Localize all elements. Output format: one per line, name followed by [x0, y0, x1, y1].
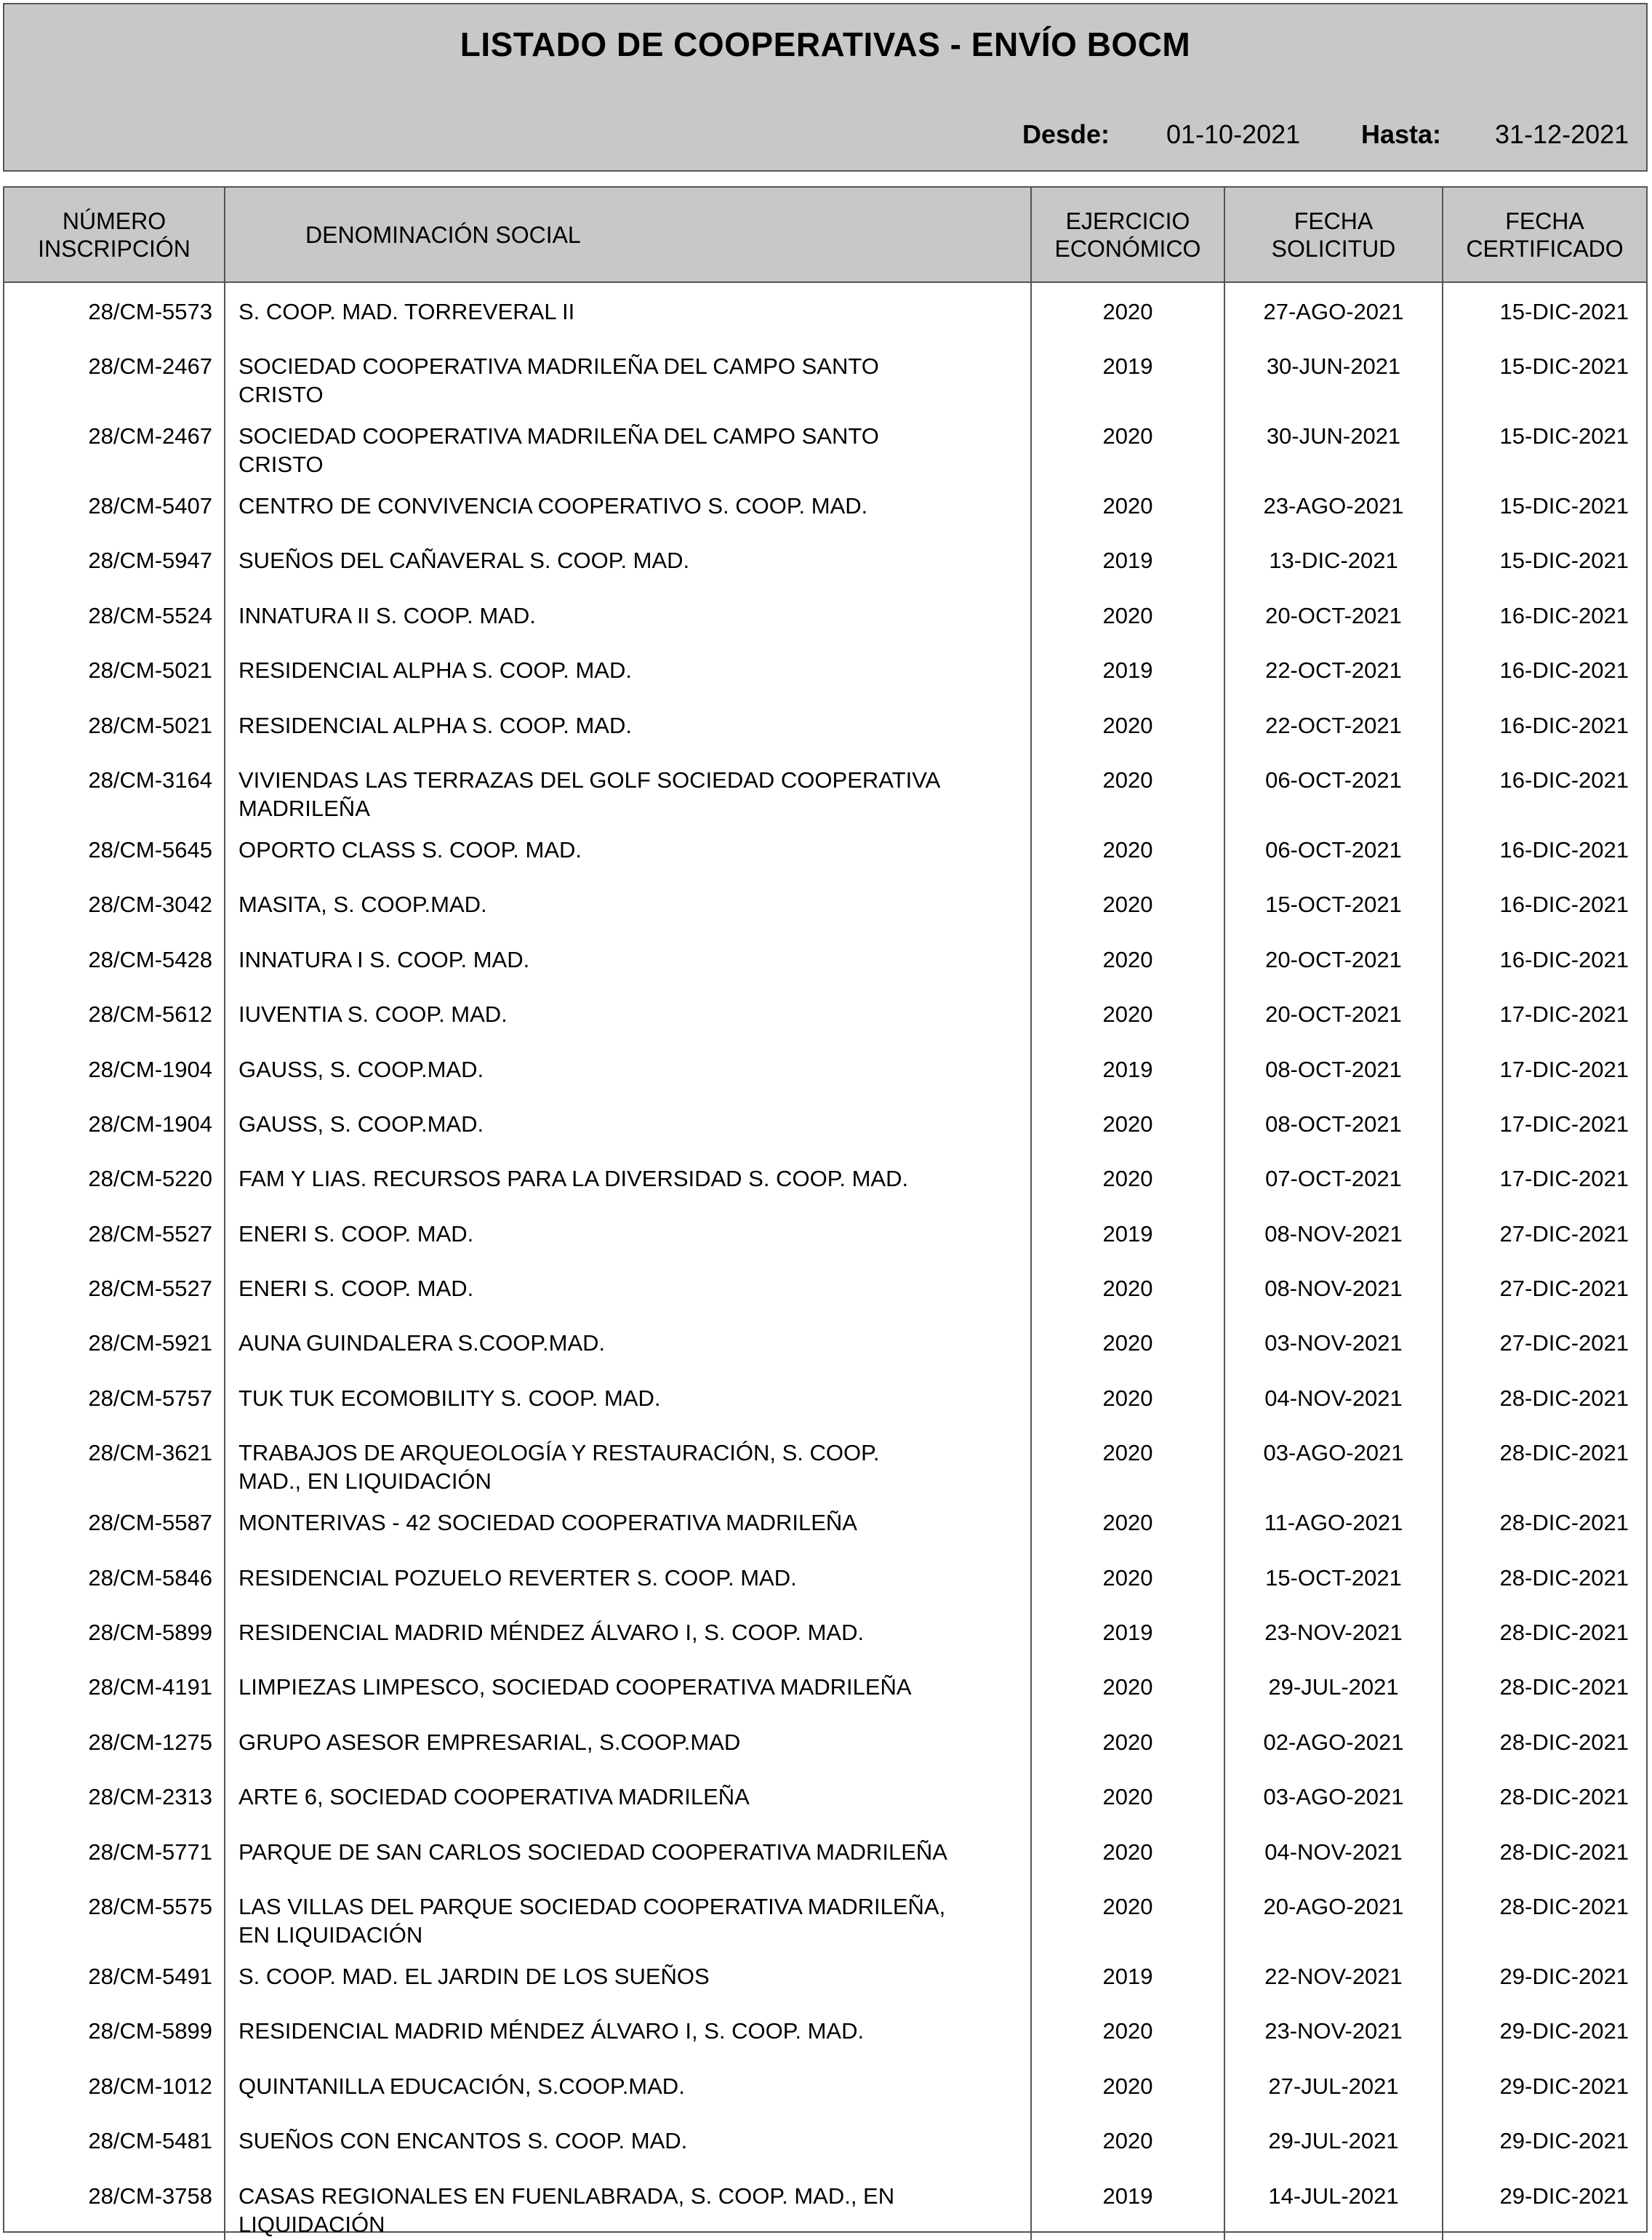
denominacion-line: PARQUE DE SAN CARLOS SOCIEDAD COOPERATIVA MADRILEÑA — [238, 1839, 947, 1865]
cell-fecha-solicitud: 27-AGO-2021 — [1224, 282, 1443, 340]
table-row — [4, 410, 1646, 480]
cell-fecha-solicitud: 03-AGO-2021 — [1224, 1771, 1443, 1825]
cell-fecha-certificado: 28-DIC-2021 — [1499, 1564, 1629, 1591]
table-row — [4, 2115, 1646, 2169]
cell-fecha-certificado: 16-DIC-2021 — [1499, 892, 1629, 918]
column-header-numero-line2: INSCRIPCIÓN — [38, 235, 191, 262]
cell-numero-inscripcion: 28/CM-5220 — [4, 1153, 225, 1207]
page-title: LISTADO DE COOPERATIVAS - ENVÍO BOCM — [460, 25, 1191, 63]
table-row — [4, 1208, 1646, 1263]
cell-denominacion-social — [225, 1661, 1031, 1716]
denominacion-line: CASAS REGIONALES EN FUENLABRADA, S. COOP. MAD., EN — [238, 2183, 895, 2209]
cell-fecha-solicitud: 08-NOV-2021 — [1224, 1263, 1443, 1317]
cell-numero-inscripcion: 28/CM-1275 — [4, 1716, 225, 1771]
denominacion-line: S. COOP. MAD. EL JARDIN DE LOS SUEÑOS — [238, 1963, 710, 1989]
cell-ejercicio-economico: 2020 — [1031, 1881, 1224, 1951]
cell-ejercicio-economico: 2020 — [1031, 1497, 1224, 1551]
column-header-solicitud-line1: FECHA — [1294, 207, 1374, 234]
cell-numero-inscripcion: 28/CM-5899 — [4, 1607, 225, 1661]
cell-denominacion-social — [225, 644, 1031, 699]
cell-numero-inscripcion: 28/CM-1904 — [4, 1098, 225, 1153]
cell-fecha-certificado: 28-DIC-2021 — [1499, 1440, 1629, 1466]
cell-denominacion-social — [225, 282, 1031, 340]
cell-denominacion-social — [225, 824, 1031, 879]
cell-denominacion-social — [225, 410, 1031, 480]
cell-ejercicio-economico: 2020 — [1031, 879, 1224, 933]
denominacion-line-continued: CRISTO — [238, 452, 324, 477]
cell-ejercicio-economico: 2019 — [1031, 644, 1224, 699]
denominacion-line: S. COOP. MAD. TORREVERAL II — [238, 299, 575, 324]
denominacion-line: INNATURA II S. COOP. MAD. — [238, 602, 536, 628]
cell-denominacion-social — [225, 2170, 1031, 2240]
cell-denominacion-social — [225, 1208, 1031, 1263]
cell-fecha-solicitud: 13-DIC-2021 — [1224, 535, 1443, 589]
cell-denominacion-social — [225, 480, 1031, 535]
denominacion-line: IUVENTIA S. COOP. MAD. — [238, 1001, 508, 1028]
cell-ejercicio-economico: 2020 — [1031, 282, 1224, 340]
cell-fecha-solicitud: 23-NOV-2021 — [1224, 2005, 1443, 2060]
denominacion-line: INNATURA I S. COOP. MAD. — [238, 946, 530, 972]
cell-ejercicio-economico: 2020 — [1031, 1826, 1224, 1881]
cell-numero-inscripcion: 28/CM-5587 — [4, 1497, 225, 1551]
cell-fecha-certificado: 15-DIC-2021 — [1499, 353, 1629, 379]
cell-denominacion-social — [225, 1372, 1031, 1427]
table-header-row — [4, 188, 1646, 282]
cell-fecha-solicitud: 15-OCT-2021 — [1224, 879, 1443, 933]
cell-numero-inscripcion: 28/CM-5771 — [4, 1826, 225, 1881]
table-row — [4, 1552, 1646, 1607]
denominacion-line: ENERI S. COOP. MAD. — [238, 1220, 474, 1247]
cell-denominacion-social — [225, 1607, 1031, 1661]
cell-fecha-solicitud: 14-JUL-2021 — [1224, 2170, 1443, 2240]
cell-fecha-solicitud: 03-AGO-2021 — [1224, 1427, 1443, 1497]
cell-fecha-certificado: 17-DIC-2021 — [1499, 1001, 1629, 1028]
cell-ejercicio-economico: 2019 — [1031, 1607, 1224, 1661]
cell-denominacion-social — [225, 1826, 1031, 1881]
table-row — [4, 2170, 1646, 2240]
column-header-certificado-line2: CERTIFICADO — [1466, 235, 1624, 262]
cell-numero-inscripcion: 28/CM-5481 — [4, 2115, 225, 2169]
denominacion-line: RESIDENCIAL ALPHA S. COOP. MAD. — [238, 712, 632, 738]
cell-fecha-solicitud: 04-NOV-2021 — [1224, 1826, 1443, 1881]
cooperatives-table-frame — [3, 186, 1648, 2237]
cell-fecha-solicitud: 06-OCT-2021 — [1224, 754, 1443, 824]
cooperatives-table — [4, 188, 1646, 2240]
denominacion-line: SOCIEDAD COOPERATIVA MADRILEÑA DEL CAMPO SANTO — [238, 353, 879, 379]
cell-denominacion-social — [225, 934, 1031, 988]
denominacion-line: SOCIEDAD COOPERATIVA MADRILEÑA DEL CAMPO SANTO — [238, 423, 879, 449]
cell-fecha-solicitud: 20-OCT-2021 — [1224, 590, 1443, 644]
column-header-numero — [4, 188, 225, 282]
cell-ejercicio-economico: 2020 — [1031, 1716, 1224, 1771]
cell-ejercicio-economico: 2019 — [1031, 1208, 1224, 1263]
denominacion-line: GAUSS, S. COOP.MAD. — [238, 1111, 484, 1137]
table-row — [4, 988, 1646, 1043]
table-row — [4, 1826, 1646, 1881]
denominacion-line: ARTE 6, SOCIEDAD COOPERATIVA MADRILEÑA — [238, 1784, 750, 1810]
table-row — [4, 535, 1646, 589]
cell-numero-inscripcion: 28/CM-5645 — [4, 824, 225, 879]
table-row — [4, 1098, 1646, 1153]
cell-ejercicio-economico: 2020 — [1031, 1661, 1224, 1716]
table-row — [4, 340, 1646, 410]
cell-denominacion-social — [225, 1317, 1031, 1372]
cell-fecha-solicitud: 22-NOV-2021 — [1224, 1951, 1443, 2005]
column-header-ejercicio-line1: EJERCICIO — [1065, 207, 1190, 234]
denominacion-line: OPORTO CLASS S. COOP. MAD. — [238, 836, 582, 863]
table-row — [4, 1317, 1646, 1372]
table-row — [4, 2005, 1646, 2060]
cell-fecha-certificado: 15-DIC-2021 — [1499, 493, 1629, 519]
cell-denominacion-social — [225, 1951, 1031, 2005]
table-row — [4, 1263, 1646, 1317]
cell-numero-inscripcion: 28/CM-5021 — [4, 644, 225, 699]
cell-ejercicio-economico: 2020 — [1031, 988, 1224, 1043]
cell-denominacion-social — [225, 2115, 1031, 2169]
cell-numero-inscripcion: 28/CM-5573 — [4, 282, 225, 340]
cell-fecha-certificado: 16-DIC-2021 — [1499, 767, 1629, 793]
column-header-solicitud-line2: SOLICITUD — [1271, 235, 1396, 262]
cell-ejercicio-economico: 2020 — [1031, 2060, 1224, 2115]
cell-fecha-certificado: 28-DIC-2021 — [1499, 1510, 1629, 1536]
denominacion-line: MASITA, S. COOP.MAD. — [238, 892, 487, 918]
cell-numero-inscripcion: 28/CM-5757 — [4, 1372, 225, 1427]
denominacion-line: LIMPIEZAS LIMPESCO, SOCIEDAD COOPERATIVA MADRILEÑA — [238, 1674, 912, 1700]
cell-fecha-certificado: 17-DIC-2021 — [1499, 1111, 1629, 1137]
cell-ejercicio-economico: 2020 — [1031, 824, 1224, 879]
cell-denominacion-social — [225, 1098, 1031, 1153]
desde-value: 01-10-2021 — [1166, 119, 1301, 149]
cell-denominacion-social — [225, 2060, 1031, 2115]
cell-numero-inscripcion: 28/CM-3621 — [4, 1427, 225, 1497]
cell-denominacion-social — [225, 1881, 1031, 1951]
denominacion-line: AUNA GUINDALERA S.COOP.MAD. — [238, 1330, 606, 1356]
cell-numero-inscripcion: 28/CM-5921 — [4, 1317, 225, 1372]
cell-ejercicio-economico: 2019 — [1031, 535, 1224, 589]
table-row — [4, 1716, 1646, 1771]
cell-ejercicio-economico: 2020 — [1031, 1427, 1224, 1497]
cell-numero-inscripcion: 28/CM-1012 — [4, 2060, 225, 2115]
denominacion-line-continued: LIQUIDACIÓN — [238, 2211, 385, 2237]
cell-denominacion-social — [225, 1771, 1031, 1825]
denominacion-line-continued: CRISTO — [238, 382, 324, 407]
cell-numero-inscripcion: 28/CM-5612 — [4, 988, 225, 1043]
cell-fecha-solicitud: 30-JUN-2021 — [1224, 340, 1443, 410]
cell-fecha-solicitud: 20-AGO-2021 — [1224, 1881, 1443, 1951]
cell-numero-inscripcion: 28/CM-5527 — [4, 1208, 225, 1263]
cell-ejercicio-economico: 2019 — [1031, 1044, 1224, 1098]
cell-numero-inscripcion: 28/CM-5527 — [4, 1263, 225, 1317]
cell-fecha-certificado: 16-DIC-2021 — [1499, 602, 1629, 628]
cell-ejercicio-economico: 2020 — [1031, 1317, 1224, 1372]
cell-fecha-certificado: 28-DIC-2021 — [1499, 1784, 1629, 1810]
cell-fecha-certificado: 29-DIC-2021 — [1499, 1963, 1629, 1989]
cell-ejercicio-economico: 2020 — [1031, 1771, 1224, 1825]
denominacion-line: FAM Y LIAS. RECURSOS PARA LA DIVERSIDAD S. COOP. MAD. — [238, 1166, 909, 1192]
cell-ejercicio-economico: 2020 — [1031, 700, 1224, 754]
table-body — [4, 282, 1646, 2240]
denominacion-line: SUEÑOS DEL CAÑAVERAL S. COOP. MAD. — [238, 548, 690, 574]
cell-fecha-certificado: 29-DIC-2021 — [1499, 2128, 1629, 2154]
denominacion-line: GRUPO ASESOR EMPRESARIAL, S.COOP.MAD — [238, 1729, 741, 1755]
denominacion-line: GAUSS, S. COOP.MAD. — [238, 1056, 484, 1082]
cell-ejercicio-economico: 2020 — [1031, 410, 1224, 480]
denominacion-line: TUK TUK ECOMOBILITY S. COOP. MAD. — [238, 1385, 661, 1411]
table-row — [4, 879, 1646, 933]
column-header-certificado-line1: FECHA — [1505, 207, 1584, 234]
cell-numero-inscripcion: 28/CM-5846 — [4, 1552, 225, 1607]
cell-ejercicio-economico: 2020 — [1031, 480, 1224, 535]
cell-fecha-solicitud: 29-JUL-2021 — [1224, 2115, 1443, 2169]
table-row — [4, 644, 1646, 699]
cell-numero-inscripcion: 28/CM-4191 — [4, 1661, 225, 1716]
table-row — [4, 934, 1646, 988]
cell-fecha-solicitud: 07-OCT-2021 — [1224, 1153, 1443, 1207]
cell-fecha-certificado: 15-DIC-2021 — [1499, 548, 1629, 574]
table-row — [4, 1372, 1646, 1427]
cell-fecha-solicitud: 30-JUN-2021 — [1224, 410, 1443, 480]
cell-ejercicio-economico: 2019 — [1031, 2170, 1224, 2240]
column-header-solicitud — [1224, 188, 1443, 282]
cell-denominacion-social — [225, 1497, 1031, 1551]
table-row — [4, 824, 1646, 879]
cell-fecha-solicitud: 08-OCT-2021 — [1224, 1098, 1443, 1153]
cell-fecha-certificado: 28-DIC-2021 — [1499, 1385, 1629, 1411]
hasta-label: Hasta: — [1361, 119, 1442, 149]
cell-fecha-certificado: 17-DIC-2021 — [1499, 1056, 1629, 1082]
cell-fecha-solicitud: 03-NOV-2021 — [1224, 1317, 1443, 1372]
cell-numero-inscripcion: 28/CM-5524 — [4, 590, 225, 644]
denominacion-line: CENTRO DE CONVIVENCIA COOPERATIVO S. COOP. MAD. — [238, 493, 868, 519]
cell-ejercicio-economico: 2020 — [1031, 1552, 1224, 1607]
cell-fecha-solicitud: 23-AGO-2021 — [1224, 480, 1443, 535]
denominacion-line: RESIDENCIAL POZUELO REVERTER S. COOP. MAD. — [238, 1564, 797, 1591]
denominacion-line: RESIDENCIAL MADRID MÉNDEZ ÁLVARO I, S. COOP. MAD. — [238, 2018, 865, 2044]
report-header — [3, 3, 1648, 172]
table-row — [4, 1044, 1646, 1098]
cell-denominacion-social — [225, 1044, 1031, 1098]
cell-fecha-certificado: 28-DIC-2021 — [1499, 1674, 1629, 1700]
cell-fecha-solicitud: 15-OCT-2021 — [1224, 1552, 1443, 1607]
table-row — [4, 282, 1646, 340]
cell-ejercicio-economico: 2020 — [1031, 1153, 1224, 1207]
denominacion-line: SUEÑOS CON ENCANTOS S. COOP. MAD. — [238, 2128, 688, 2154]
cell-fecha-solicitud: 06-OCT-2021 — [1224, 824, 1443, 879]
cell-ejercicio-economico: 2019 — [1031, 340, 1224, 410]
table-row — [4, 480, 1646, 535]
column-header-ejercicio — [1031, 188, 1224, 282]
cell-denominacion-social — [225, 988, 1031, 1043]
cell-denominacion-social — [225, 879, 1031, 933]
cell-denominacion-social — [225, 340, 1031, 410]
cell-fecha-solicitud: 11-AGO-2021 — [1224, 1497, 1443, 1551]
cell-fecha-certificado: 29-DIC-2021 — [1499, 2183, 1629, 2209]
cell-fecha-solicitud: 20-OCT-2021 — [1224, 988, 1443, 1043]
cell-ejercicio-economico: 2020 — [1031, 1372, 1224, 1427]
cell-ejercicio-economico: 2020 — [1031, 590, 1224, 644]
cell-denominacion-social — [225, 590, 1031, 644]
cell-fecha-certificado: 28-DIC-2021 — [1499, 1893, 1629, 1919]
column-header-certificado — [1443, 188, 1646, 282]
denominacion-line: MONTERIVAS - 42 SOCIEDAD COOPERATIVA MADRILEÑA — [238, 1510, 857, 1536]
cell-numero-inscripcion: 28/CM-5575 — [4, 1881, 225, 1951]
cell-denominacion-social — [225, 2005, 1031, 2060]
cell-ejercicio-economico: 2020 — [1031, 754, 1224, 824]
denominacion-line-continued: MAD., EN LIQUIDACIÓN — [238, 1468, 492, 1495]
cell-denominacion-social — [225, 700, 1031, 754]
cell-numero-inscripcion: 28/CM-1904 — [4, 1044, 225, 1098]
table-row — [4, 2060, 1646, 2115]
hasta-value: 31-12-2021 — [1495, 119, 1629, 149]
cell-fecha-solicitud: 29-JUL-2021 — [1224, 1661, 1443, 1716]
cell-denominacion-social — [225, 1716, 1031, 1771]
cell-denominacion-social — [225, 1552, 1031, 1607]
cell-ejercicio-economico: 2020 — [1031, 2005, 1224, 2060]
cell-denominacion-social — [225, 1427, 1031, 1497]
cell-fecha-certificado: 29-DIC-2021 — [1499, 2073, 1629, 2099]
cell-fecha-certificado: 27-DIC-2021 — [1499, 1276, 1629, 1302]
column-header-numero-line1: NÚMERO — [62, 207, 167, 234]
cell-fecha-solicitud: 22-OCT-2021 — [1224, 644, 1443, 699]
cell-denominacion-social — [225, 1263, 1031, 1317]
desde-label: Desde: — [1022, 119, 1110, 149]
cell-numero-inscripcion: 28/CM-2313 — [4, 1771, 225, 1825]
cell-numero-inscripcion: 28/CM-3164 — [4, 754, 225, 824]
cell-numero-inscripcion: 28/CM-3042 — [4, 879, 225, 933]
column-header-ejercicio-line2: ECONÓMICO — [1054, 235, 1201, 262]
cell-denominacion-social — [225, 1153, 1031, 1207]
cell-numero-inscripcion: 28/CM-5899 — [4, 2005, 225, 2060]
denominacion-line: RESIDENCIAL ALPHA S. COOP. MAD. — [238, 657, 632, 684]
cell-numero-inscripcion: 28/CM-5428 — [4, 934, 225, 988]
cell-fecha-solicitud: 27-JUL-2021 — [1224, 2060, 1443, 2115]
cell-numero-inscripcion: 28/CM-5021 — [4, 700, 225, 754]
table-row — [4, 1427, 1646, 1497]
cell-fecha-certificado: 28-DIC-2021 — [1499, 1620, 1629, 1646]
cell-fecha-solicitud: 08-NOV-2021 — [1224, 1208, 1443, 1263]
table-row — [4, 1607, 1646, 1661]
denominacion-line: ENERI S. COOP. MAD. — [238, 1276, 474, 1302]
table-row — [4, 700, 1646, 754]
denominacion-line: RESIDENCIAL MADRID MÉNDEZ ÁLVARO I, S. COOP. MAD. — [238, 1620, 865, 1646]
cell-fecha-certificado: 27-DIC-2021 — [1499, 1330, 1629, 1356]
column-header-denominacion: DENOMINACIÓN SOCIAL — [225, 188, 1031, 282]
table-row — [4, 590, 1646, 644]
denominacion-line: LAS VILLAS DEL PARQUE SOCIEDAD COOPERATIVA MADRILEÑA, — [238, 1893, 946, 1919]
table-row — [4, 754, 1646, 824]
table-row — [4, 1951, 1646, 2005]
cell-numero-inscripcion: 28/CM-3758 — [4, 2170, 225, 2240]
cell-fecha-certificado: 29-DIC-2021 — [1499, 2018, 1629, 2044]
cell-fecha-certificado: 28-DIC-2021 — [1499, 1839, 1629, 1865]
denominacion-line-continued: EN LIQUIDACIÓN — [238, 1921, 423, 1948]
table-row — [4, 1771, 1646, 1825]
cell-ejercicio-economico: 2020 — [1031, 1263, 1224, 1317]
cell-fecha-solicitud: 20-OCT-2021 — [1224, 934, 1443, 988]
cell-fecha-solicitud: 08-OCT-2021 — [1224, 1044, 1443, 1098]
table-row — [4, 1881, 1646, 1951]
denominacion-line: VIVIENDAS LAS TERRAZAS DEL GOLF SOCIEDAD COOPERATIVA — [238, 767, 941, 793]
cell-denominacion-social — [225, 754, 1031, 824]
table-row — [4, 1661, 1646, 1716]
denominacion-line-continued: MADRILEÑA — [238, 795, 370, 821]
cell-ejercicio-economico: 2019 — [1031, 1951, 1224, 2005]
cell-denominacion-social — [225, 535, 1031, 589]
cell-fecha-certificado: 16-DIC-2021 — [1499, 836, 1629, 863]
denominacion-line: QUINTANILLA EDUCACIÓN, S.COOP.MAD. — [238, 2073, 685, 2099]
cell-numero-inscripcion: 28/CM-5491 — [4, 1951, 225, 2005]
cell-fecha-solicitud: 23-NOV-2021 — [1224, 1607, 1443, 1661]
cell-ejercicio-economico: 2020 — [1031, 1098, 1224, 1153]
cell-fecha-certificado: 16-DIC-2021 — [1499, 946, 1629, 972]
cell-fecha-certificado: 17-DIC-2021 — [1499, 1166, 1629, 1192]
cell-fecha-certificado: 15-DIC-2021 — [1499, 299, 1629, 324]
cell-fecha-certificado: 16-DIC-2021 — [1499, 657, 1629, 684]
cell-fecha-certificado: 28-DIC-2021 — [1499, 1729, 1629, 1755]
cell-ejercicio-economico: 2020 — [1031, 934, 1224, 988]
cell-numero-inscripcion: 28/CM-5947 — [4, 535, 225, 589]
table-row — [4, 1153, 1646, 1207]
table-row — [4, 1497, 1646, 1551]
cell-ejercicio-economico: 2020 — [1031, 2115, 1224, 2169]
cell-numero-inscripcion: 28/CM-2467 — [4, 410, 225, 480]
cell-fecha-certificado: 15-DIC-2021 — [1499, 423, 1629, 449]
cell-fecha-solicitud: 22-OCT-2021 — [1224, 700, 1443, 754]
denominacion-line: TRABAJOS DE ARQUEOLOGÍA Y RESTAURACIÓN, S. COOP. — [238, 1440, 880, 1466]
cell-fecha-solicitud: 02-AGO-2021 — [1224, 1716, 1443, 1771]
cell-fecha-solicitud: 04-NOV-2021 — [1224, 1372, 1443, 1427]
cell-fecha-certificado: 27-DIC-2021 — [1499, 1220, 1629, 1247]
cell-numero-inscripcion: 28/CM-2467 — [4, 340, 225, 410]
cell-fecha-certificado: 16-DIC-2021 — [1499, 712, 1629, 738]
cell-numero-inscripcion: 28/CM-5407 — [4, 480, 225, 535]
